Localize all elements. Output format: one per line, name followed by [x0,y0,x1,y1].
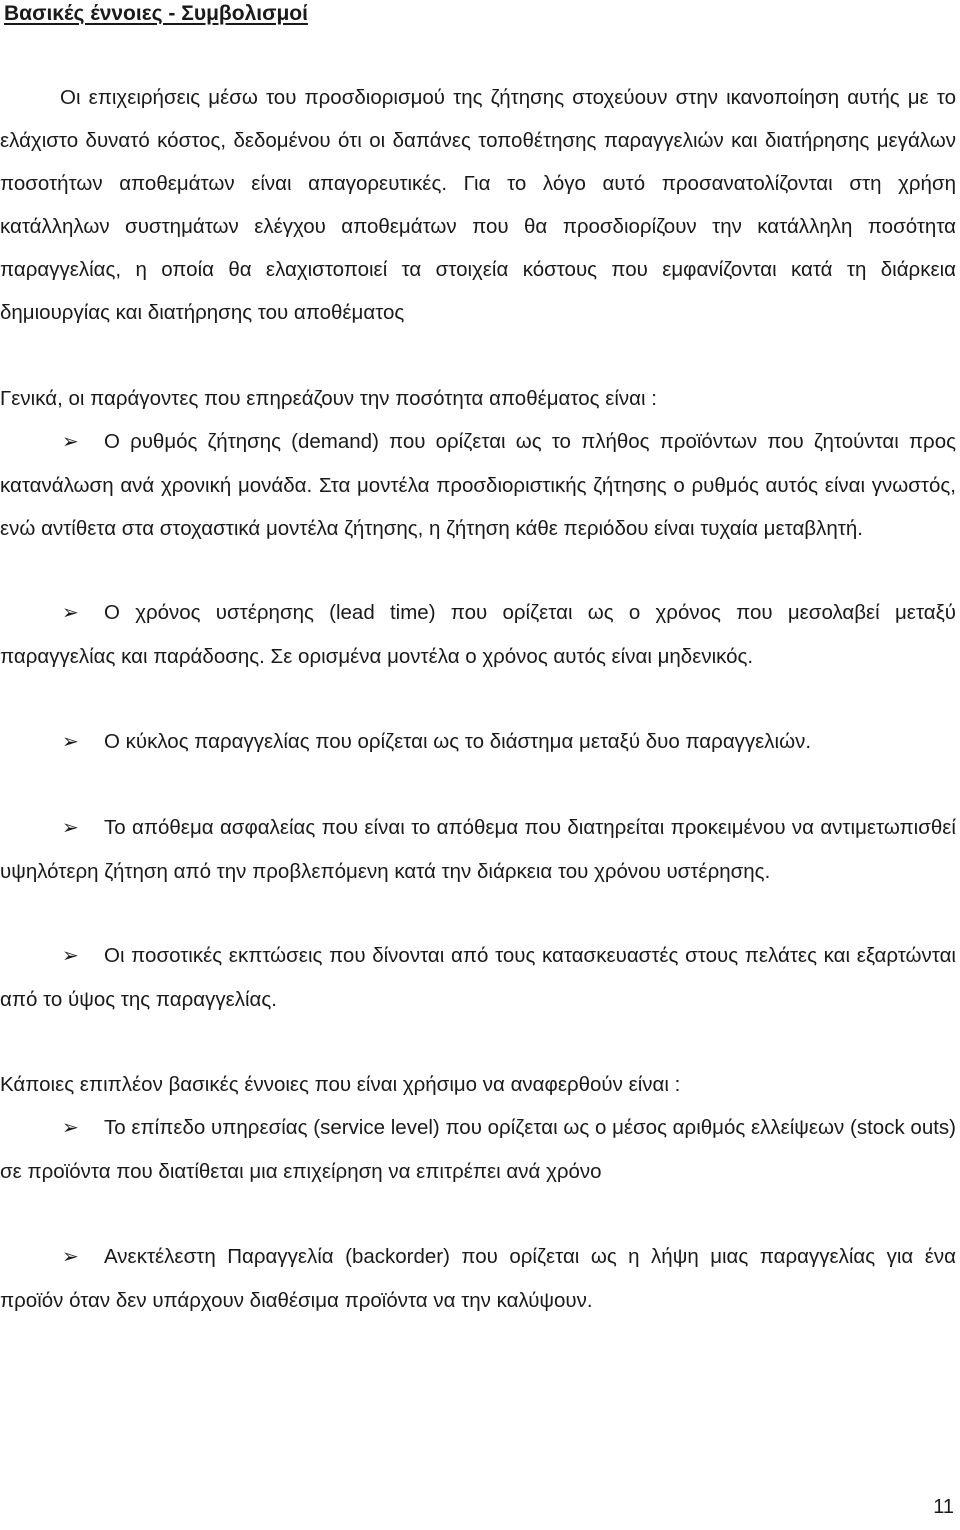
arrow-bullet-icon: ➢ [62,817,79,839]
list-item [0,420,956,550]
list-item [0,1106,956,1193]
list-item [0,934,956,1021]
factor-text: Το απόθεμα ασφαλείας που είναι το απόθεμα που διατηρείται προκειμένου να αντιμετωπισθεί υψηλότερη ζήτηση από την προβλεπόμενη κατά την διάρκεια του χρόνου υστέρησης. [0,816,956,883]
factor-text: Ο χρόνος υστέρησης (lead time) που ορίζεται ως ο χρόνος που μεσολαβεί μεταξύ παραγγελίας και παράδοσης. Σε ορισμένα μοντέλα ο χρόνος αυτός είναι μηδενικός. [0,601,956,668]
concept-text: Το επίπεδο υπηρεσίας (service level) που ορίζεται ως ο μέσος αριθμός ελλείψεων (stock outs) σε προϊόντα που διατίθεται μια επιχείρηση να επιτρέπει ανά χρόνο [0,1116,956,1183]
more-intro: Κάποιες επιπλέον βασικές έννοιες που είναι χρήσιμο να αναφερθούν είναι : [0,1073,681,1096]
factor-text: Ο ρυθμός ζήτησης (demand) που ορίζεται ως το πλήθος προϊόντων που ζητούνται προς κατανάλωση ανά χρονική μονάδα. Στα μοντέλα προσδιοριστικής ζήτησης ο ρυθμός αυτός είναι γνωστός, ενώ αντίθετα στα στοχαστικά μοντέλα ζήτησης, η ζήτηση κάθε περιόδου είναι τυχαία μεταβλητή. [0,430,956,540]
list-item [0,1235,956,1322]
factor-text: Οι ποσοτικές εκπτώσεις που δίνονται από τους κατασκευαστές στους πελάτες και εξαρτώνται από το ύψος της παραγγελίας. [0,944,956,1011]
arrow-bullet-icon: ➢ [62,431,79,453]
arrow-bullet-icon: ➢ [62,731,79,753]
intro-paragraph: Οι επιχειρήσεις μέσω του προσδιορισμού της ζήτησης στοχεύουν στην ικανοποίηση αυτής με το ελάχιστο δυνατό κόστος, δεδομένου ότι οι δαπάνες τοποθέτησης παραγγελιών και διατήρησης μεγάλων ποσοτήτων αποθεμάτων είναι απαγορευτικές. Για το λόγο αυτό προσανατολίζονται στη χρήση κατάλληλων συστημάτων ελέγχου αποθεμάτων που θα προσδιορίζουν την κατάλληλη ποσότητα παραγγελίας, η οποία θα ελαχιστοποιεί τα στοιχεία κόστους που εμφανίζονται κατά τη διάρκεια δημιουργίας και διατήρησης του αποθέματος [0,86,956,324]
concept-text: Ανεκτέλεστη Παραγγελία (backorder) που ορίζεται ως η λήψη μιας παραγγελίας για ένα προϊόν όταν δεν υπάρχουν διαθέσιμα προϊόντα να την καλύψουν. [0,1245,956,1312]
factors-intro: Γενικά, οι παράγοντες που επηρεάζουν την ποσότητα αποθέματος είναι : [0,387,657,410]
list-item [0,591,956,678]
factor-text: Ο κύκλος παραγγελίας που ορίζεται ως το διάστημα μεταξύ δυο παραγγελιών. [104,730,812,753]
arrow-bullet-icon: ➢ [62,602,79,624]
list-item [0,720,956,764]
page-title: Βασικές έννοιες - Συμβολισμοί [4,2,308,25]
page-number: 11 [933,1496,954,1518]
arrow-bullet-icon: ➢ [62,1117,79,1139]
list-item [0,806,956,893]
arrow-bullet-icon: ➢ [62,1246,79,1268]
arrow-bullet-icon: ➢ [62,945,79,967]
